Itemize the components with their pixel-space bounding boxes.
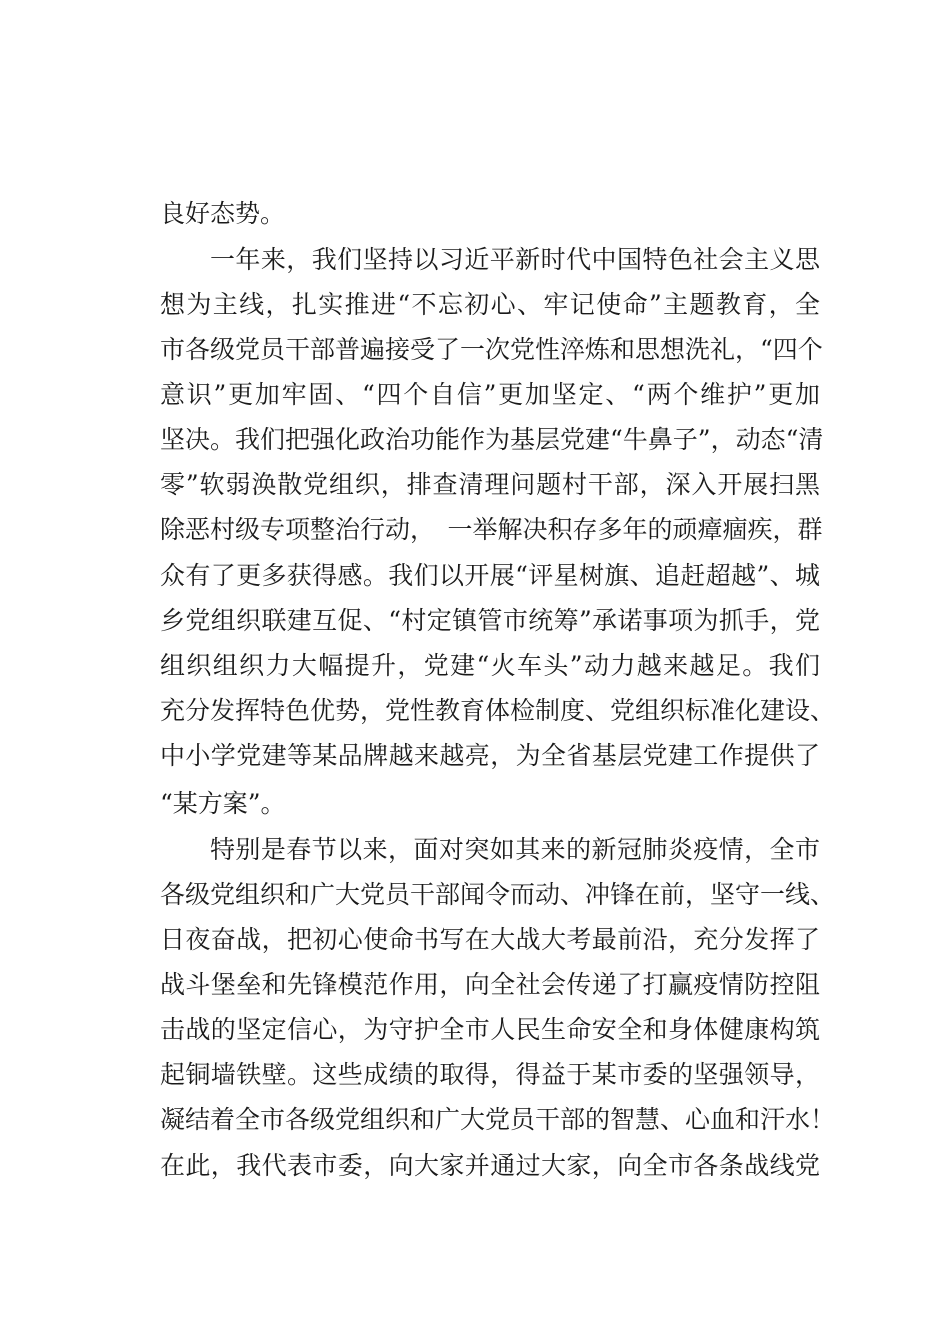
text-line: 意识”更加牢固、“四个自信”更加坚定、“两个维护”更加 bbox=[160, 380, 820, 409]
text-line: 组织组织力大幅提升，党建“火车头”动力越来越足。我们 bbox=[160, 651, 820, 680]
paragraph-start-line: 特别是春节以来，面对突如其来的新冠肺炎疫情，全市 bbox=[210, 835, 820, 864]
text-line: 乡党组织联建互促、“村定镇管市统筹”承诺事项为抓手，党 bbox=[160, 606, 820, 635]
text-line: 想为主线，扎实推进“不忘初心、牢记使命”主题教育，全 bbox=[160, 290, 820, 319]
text-line: 零”软弱涣散党组织，排查清理问题村干部，深入开展扫黑 bbox=[160, 470, 820, 499]
text-line: 凝结着全市各级党组织和广大党员干部的智慧、心血和汗水！ bbox=[160, 1105, 836, 1134]
text-line: “某方案”。 bbox=[160, 789, 286, 818]
text-line: 日夜奋战，把初心使命书写在大战大考最前沿，充分发挥了 bbox=[160, 925, 820, 954]
text-line: 起铜墙铁壁。这些成绩的取得，得益于某市委的坚强领导， bbox=[160, 1060, 820, 1089]
text-line: 在此，我代表市委，向大家并通过大家，向全市各条战线党 bbox=[160, 1151, 820, 1180]
text-line: 各级党组织和广大党员干部闻令而动、冲锋在前，坚守一线、 bbox=[160, 880, 836, 909]
text-line: 击战的坚定信心，为守护全市人民生命安全和身体健康构筑 bbox=[160, 1015, 820, 1044]
text-line: 市各级党员干部普遍接受了一次党性淬炼和思想洗礼，“四个 bbox=[160, 335, 823, 364]
text-line: 除恶村级专项整治行动， 一举解决积存多年的顽瘴痼疾，群 bbox=[160, 515, 823, 544]
text-line: 战斗堡垒和先锋模范作用，向全社会传递了打赢疫情防控阻 bbox=[160, 970, 820, 999]
text-line: 众有了更多获得感。我们以开展“评星树旗、追赶超越”、城 bbox=[160, 561, 820, 590]
text-line: 充分发挥特色优势，党性教育体检制度、党组织标准化建设、 bbox=[160, 696, 836, 725]
text-line: 坚决。我们把强化政治功能作为基层党建“牛鼻子”，动态“清 bbox=[160, 425, 824, 454]
text-line: 中小学党建等某品牌越来越亮，为全省基层党建工作提供了 bbox=[160, 741, 820, 770]
text-line: 良好态势。 bbox=[160, 199, 286, 228]
paragraph-start-line: 一年来，我们坚持以习近平新时代中国特色社会主义思 bbox=[210, 245, 820, 274]
